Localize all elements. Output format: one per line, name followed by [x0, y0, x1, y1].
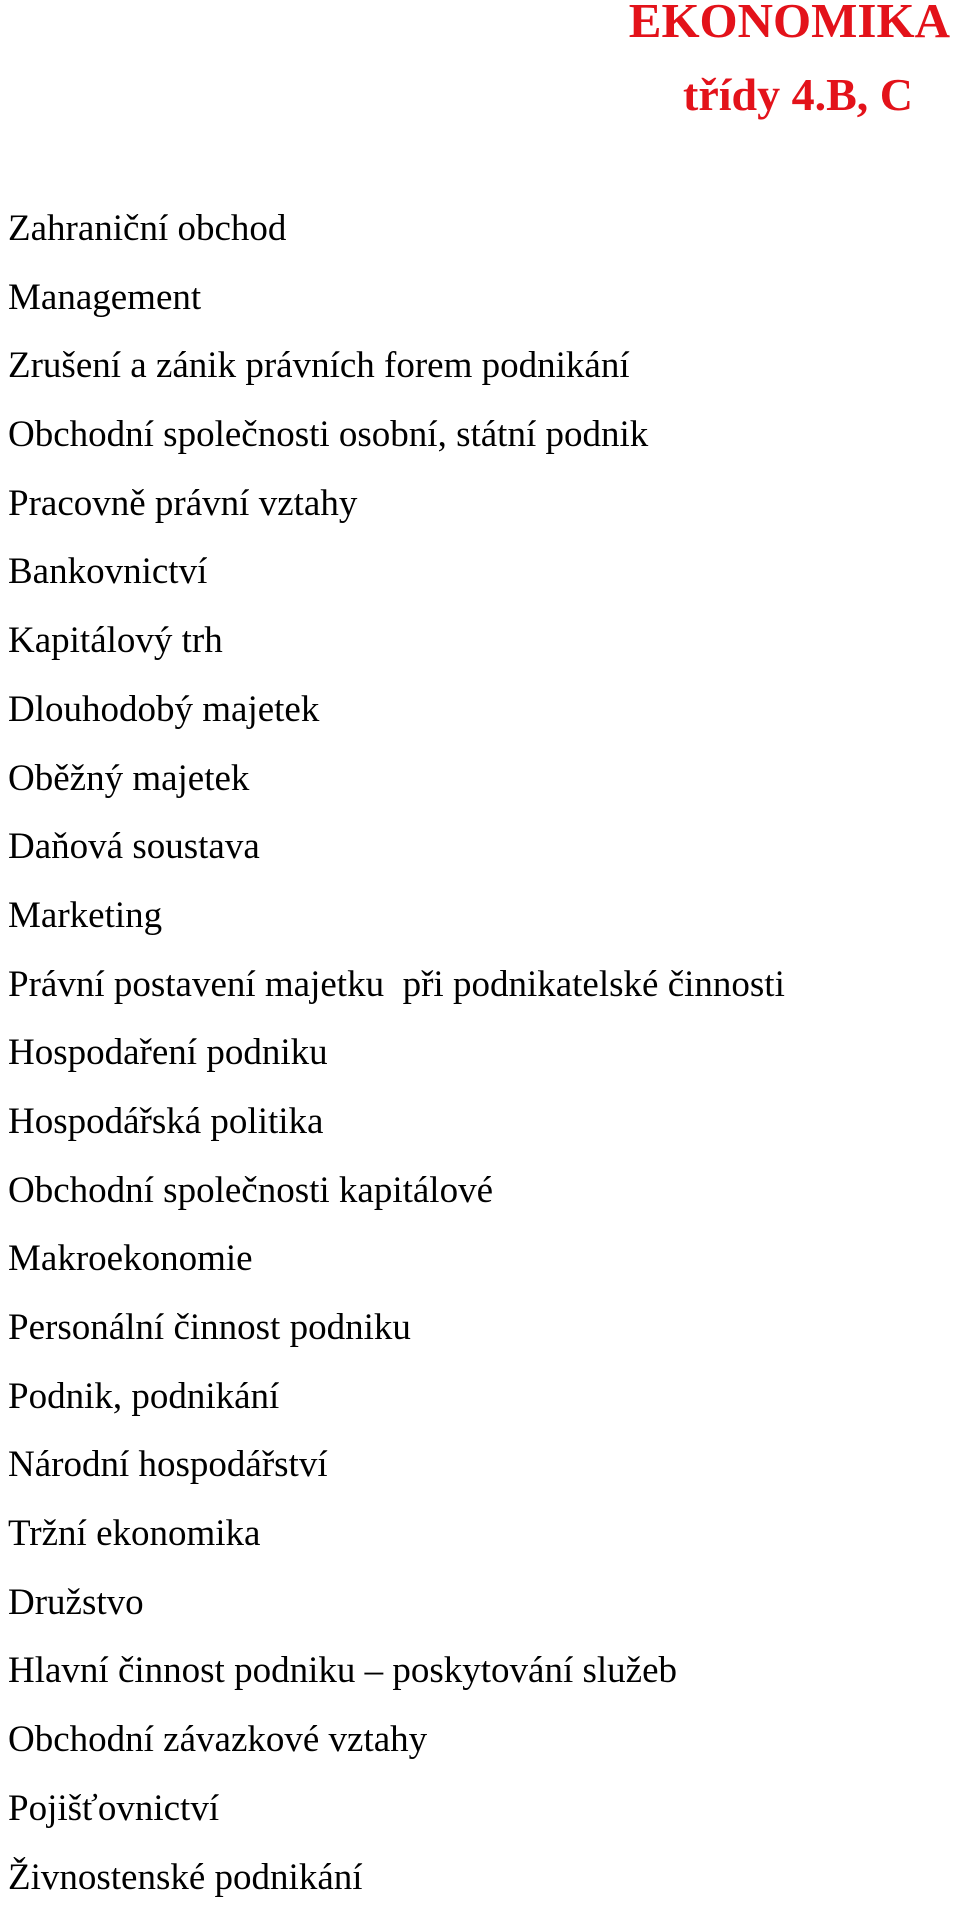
topic-item: Živnostenské podnikání — [8, 1859, 948, 1927]
topic-item: Hlavní činnost podniku – poskytování služeb — [8, 1652, 948, 1721]
topic-item: Marketing — [8, 897, 948, 966]
page-title: EKONOMIKA — [629, 0, 950, 45]
topic-item: Personální činnost podniku — [8, 1309, 948, 1378]
topic-item: Dlouhodobý majetek — [8, 691, 948, 760]
topic-item: Tržní ekonomika — [8, 1515, 948, 1584]
topic-item: Kapitálový trh — [8, 622, 948, 691]
topic-item: Obchodní společnosti osobní, státní podnik — [8, 416, 948, 485]
topic-item: Bankovnictví — [8, 553, 948, 622]
document-header — [0, 0, 960, 130]
topic-item: Družstvo — [8, 1584, 948, 1653]
topic-item: Obchodní společnosti kapitálové — [8, 1172, 948, 1241]
topic-item: Makroekonomie — [8, 1240, 948, 1309]
topic-item: Management — [8, 279, 948, 348]
topic-item: Daňová soustava — [8, 828, 948, 897]
topic-item: Právní postavení majetku při podnikatelské činnosti — [8, 966, 948, 1035]
topic-item: Pracovně právní vztahy — [8, 485, 948, 554]
topic-item: Zrušení a zánik právních forem podnikání — [8, 347, 948, 416]
topic-item: Zahraniční obchod — [8, 210, 948, 279]
topic-item: Obchodní závazkové vztahy — [8, 1721, 948, 1790]
topic-item: Pojišťovnictví — [8, 1790, 948, 1859]
topic-item: Hospodaření podniku — [8, 1034, 948, 1103]
topic-list — [8, 210, 948, 1927]
page-subtitle: třídy 4.B, C — [683, 72, 913, 118]
topic-item: Oběžný majetek — [8, 760, 948, 829]
topic-item: Podnik, podnikání — [8, 1378, 948, 1447]
topic-item: Národní hospodářství — [8, 1446, 948, 1515]
topic-item: Hospodářská politika — [8, 1103, 948, 1172]
